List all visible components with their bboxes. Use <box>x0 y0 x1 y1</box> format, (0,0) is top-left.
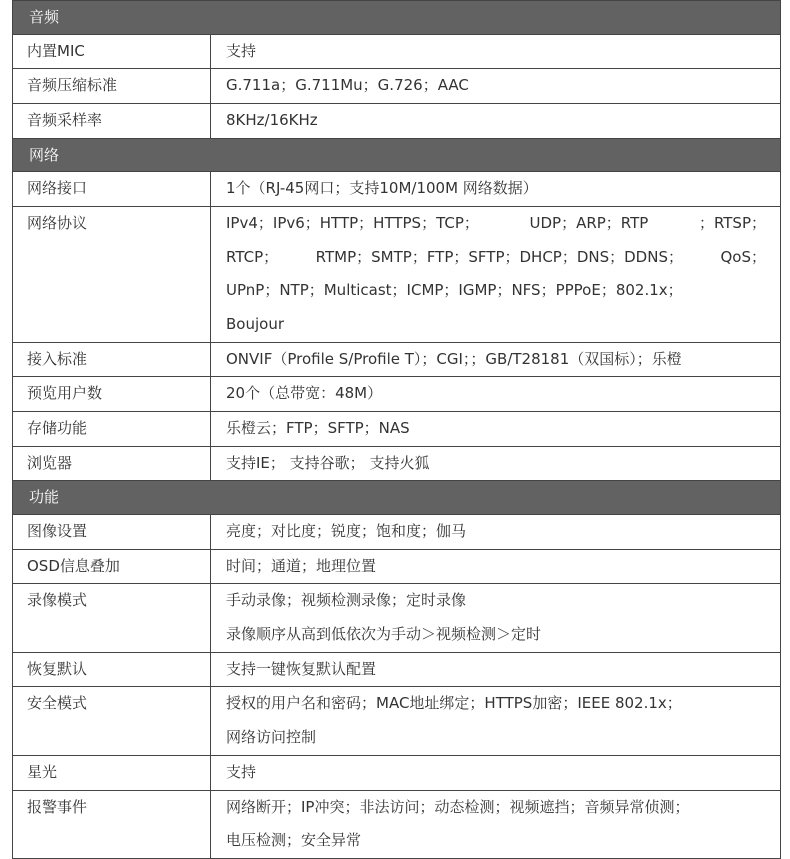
spec-row-security-mode <box>13 687 781 755</box>
spec-value <box>211 172 781 207</box>
spec-value-line: 授权的用户名和密码；MAC地址绑定；HTTPS加密；IEEE 802.1x； <box>226 694 682 713</box>
spec-label: OSD信息叠加 <box>13 549 211 584</box>
spec-row-network-protocol <box>13 206 781 342</box>
spec-label: 网络接口 <box>13 172 211 207</box>
spec-label: 网络协议 <box>13 206 211 342</box>
spec-row-preview-users <box>13 377 781 412</box>
spec-label: 图像设置 <box>13 514 211 549</box>
spec-value-line: 亮度；对比度；锐度；饱和度；伽马 <box>226 521 467 540</box>
spec-label: 音频采样率 <box>13 103 211 138</box>
spec-value-line: 支持 <box>226 762 257 781</box>
section-header-network <box>13 138 781 172</box>
spec-label: 接入标准 <box>13 342 211 377</box>
spec-label: 音频压缩标准 <box>13 69 211 104</box>
section-header-audio <box>13 1 781 35</box>
spec-value-line: 支持IE； 支持谷歌； 支持火狐 <box>226 453 430 472</box>
spec-value-line: 1个（RJ-45网口；支持10M/100M 网络数据） <box>226 179 538 198</box>
spec-value-line: 乐橙云；FTP；SFTP；NAS <box>226 419 410 438</box>
spec-value-line: ONVIF（Profile S/Profile T）；CGI；；GB/T28181（双国标）；乐橙 <box>226 349 682 368</box>
spec-label: 星光 <box>13 755 211 790</box>
spec-value-line: G.711a；G.711Mu；G.726；AAC <box>226 76 469 95</box>
spec-value-line: 20个（总带宽：48M） <box>226 384 383 403</box>
spec-label: 报警事件 <box>13 790 211 858</box>
spec-value-line: 8KHz/16KHz <box>226 110 318 129</box>
section-title: 音频 <box>13 1 781 35</box>
spec-value <box>211 377 781 412</box>
spec-value-line: 时间；通道；地理位置 <box>226 556 377 575</box>
spec-value-line: 支持一键恢复默认配置 <box>226 659 377 678</box>
spec-value <box>211 206 781 342</box>
spec-row-audio-sample-rate <box>13 103 781 138</box>
spec-table <box>12 0 781 859</box>
spec-value-line: 网络访问控制 <box>226 728 317 747</box>
spec-row-restore-default <box>13 652 781 687</box>
spec-row-network-interface <box>13 172 781 207</box>
spec-value-line: 支持 <box>226 41 257 60</box>
spec-label: 内置MIC <box>13 34 211 69</box>
section-title: 网络 <box>13 138 781 172</box>
section-header-function <box>13 481 781 515</box>
spec-value-line: UPnP；NTP；Multicast；ICMP；IGMP；NFS；PPPoE；802.1x； <box>226 281 683 300</box>
spec-value <box>211 790 781 858</box>
spec-value <box>211 342 781 377</box>
spec-row-image-settings <box>13 514 781 549</box>
spec-value-line: Boujour <box>226 314 284 333</box>
spec-row-browser <box>13 446 781 481</box>
spec-value-line: RTCP； RTMP；SMTP；FTP；SFTP；DHCP；DNS；DDNS； QoS； <box>226 247 767 266</box>
spec-value <box>211 584 781 652</box>
spec-value <box>211 514 781 549</box>
spec-label: 安全模式 <box>13 687 211 755</box>
spec-row-audio-compression <box>13 69 781 104</box>
spec-value <box>211 652 781 687</box>
spec-row-starlight <box>13 755 781 790</box>
spec-value <box>211 549 781 584</box>
spec-row-access-standard <box>13 342 781 377</box>
spec-value <box>211 103 781 138</box>
spec-label: 存储功能 <box>13 412 211 447</box>
spec-value-line: 录像顺序从高到低依次为手动＞视频检测＞定时 <box>226 625 542 644</box>
spec-value-line: 网络断开；IP冲突；非法访问；动态检测；视频遮挡；音频异常侦测； <box>226 797 690 816</box>
section-title: 功能 <box>13 481 781 515</box>
spec-row-alarm-events <box>13 790 781 858</box>
spec-label: 浏览器 <box>13 446 211 481</box>
spec-value <box>211 446 781 481</box>
spec-value <box>211 69 781 104</box>
spec-row-builtin-mic <box>13 34 781 69</box>
spec-label: 录像模式 <box>13 584 211 652</box>
spec-value <box>211 687 781 755</box>
spec-row-storage <box>13 412 781 447</box>
spec-value-line: IPv4；IPv6；HTTP；HTTPS；TCP； UDP；ARP；RTP ；RTSP； <box>226 213 767 232</box>
spec-value <box>211 755 781 790</box>
spec-value-line: 电压检测；安全异常 <box>226 831 362 850</box>
spec-value-line: 手动录像；视频检测录像；定时录像 <box>226 591 467 610</box>
spec-label: 预览用户数 <box>13 377 211 412</box>
spec-value <box>211 34 781 69</box>
spec-row-osd <box>13 549 781 584</box>
spec-row-record-mode <box>13 584 781 652</box>
spec-value <box>211 412 781 447</box>
spec-label: 恢复默认 <box>13 652 211 687</box>
